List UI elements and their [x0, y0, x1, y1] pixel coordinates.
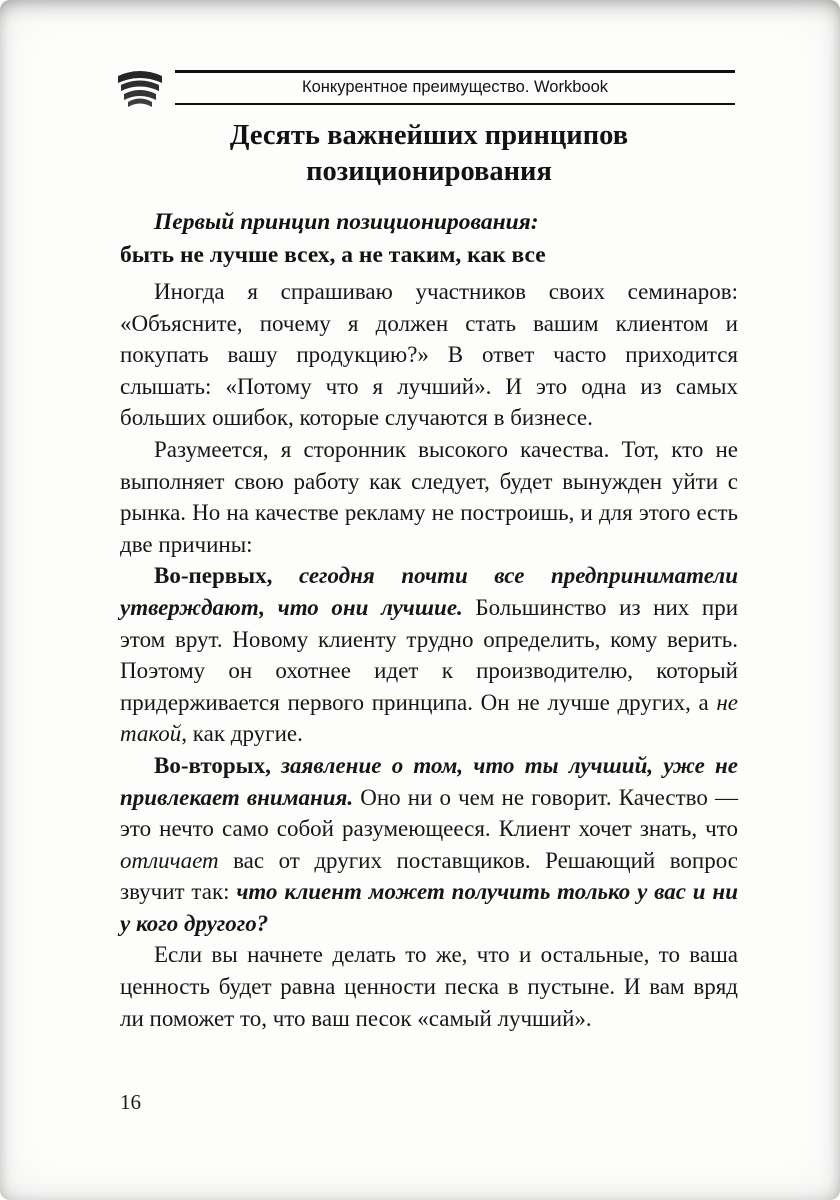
text-run: что клиент может получить только у вас и ни у кого другого? [120, 879, 738, 936]
text-run: заявление о том, что ты лучший, уже не привлекает внимания. [120, 752, 738, 810]
text-run: Оно ни о чем не говорит. Качество — это нечто само собой разумеющееся. Клиент хочет знать, что [120, 784, 738, 842]
section-subheading [120, 206, 738, 271]
text-run: Разумеется, я сторонник высокого качества. Тот, кто не выполняет свою работу как следует, будет вынужден уйти с рынка. Но на качестве рекламу не построишь, и для этого есть две причины: [120, 436, 738, 557]
text-run: Во-первых, [154, 563, 299, 589]
text-run: Во-вторых, [154, 752, 282, 778]
paragraph [120, 939, 738, 1034]
text-run: Большинство из них при этом врут. Новому клиенту трудно определить, кому верить. Поэтому он охотнее идет к производителю, который придерживается первого принципа. Он не лучше других, а [120, 594, 738, 715]
running-title: Конкурентное преимущество. Workbook [302, 78, 608, 96]
body-text [120, 276, 738, 1034]
text-run: не такой [120, 689, 738, 747]
text-run: вас от других поставщиков. Решающий вопрос звучит так: [120, 847, 738, 905]
text-run: отличает [120, 847, 219, 873]
chapter-title-line1: Десять важнейших принципов [229, 120, 629, 151]
text-run: Иногда я спрашиваю участников своих семинаров: «Объясните, почему я должен стать вашим клиентом и покупать вашу продукцию?» В ответ часто приходится слышать: «Потому что я лучший». И это одна из самых больших ошибок, которые случаются в бизнесе. [120, 279, 738, 431]
publisher-logo-icon [116, 64, 164, 108]
subheading-line2: быть не лучше всех, а не таким, как все [120, 241, 546, 268]
paragraph [120, 750, 738, 940]
header-rule-bottom [175, 103, 735, 105]
paragraph [120, 434, 738, 560]
page-header [0, 62, 840, 112]
paragraph [120, 560, 738, 750]
paragraph [120, 276, 738, 434]
subheading-line1: Первый принцип позиционирования: [154, 209, 539, 235]
chapter-title-line2: позиционирования [306, 156, 552, 188]
text-run: , как другие. [181, 721, 303, 747]
text-run: сегодня почти все предприниматели утверждают, что они лучшие. [120, 563, 738, 620]
running-head [175, 70, 735, 105]
chapter-title [120, 118, 738, 191]
text-run: Если вы начнете делать то же, что и остальные, то ваша ценность будет равна ценности песка в пустыне. И вам вряд ли поможет то, что ваш песок «самый лучший». [120, 942, 738, 1031]
page-number: 16 [120, 1090, 141, 1114]
